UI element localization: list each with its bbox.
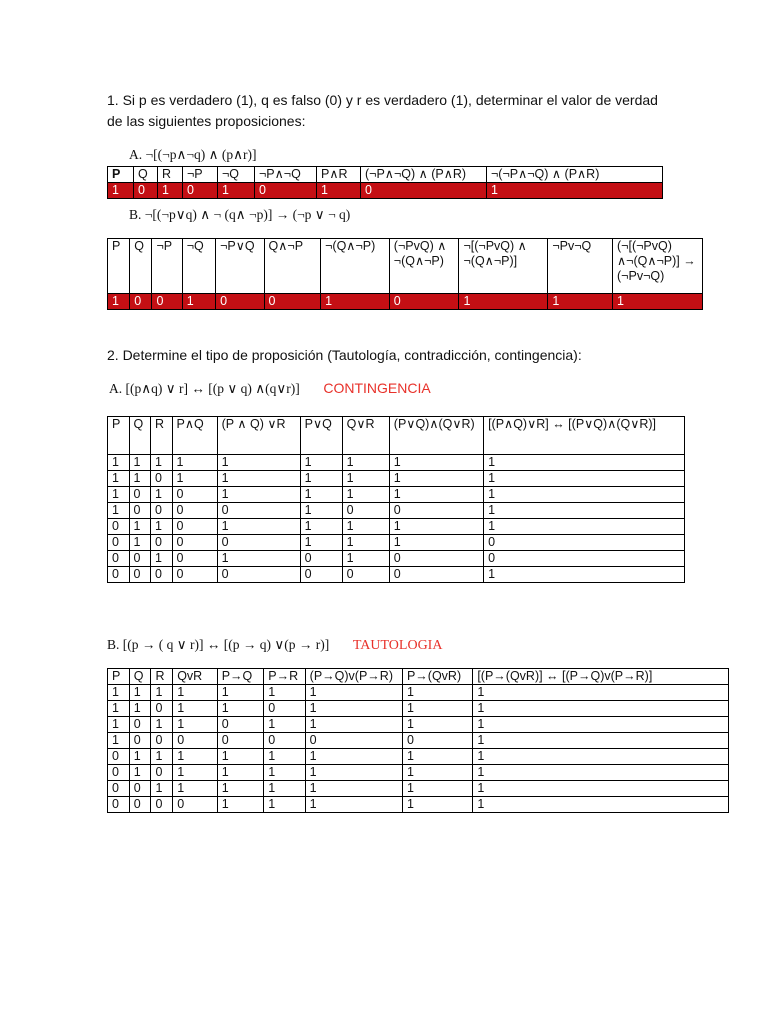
table-header-row	[108, 167, 663, 183]
table-cell: 0	[129, 567, 151, 583]
table-cell: 0	[151, 471, 173, 487]
table-cell: 0	[183, 183, 218, 199]
table-header-cell: (P→Q)v(P→R)	[305, 669, 402, 685]
table-cell: 1	[108, 685, 130, 701]
table-cell: 0	[151, 733, 173, 749]
table-cell: 1	[108, 471, 130, 487]
table-cell: 1	[129, 749, 151, 765]
table-header-cell: QvR	[173, 669, 218, 685]
table-cell: 1	[305, 717, 402, 733]
table-cell: 1	[129, 701, 151, 717]
table-cell: 1	[402, 685, 472, 701]
table-header-cell: P∨Q	[300, 417, 342, 455]
table-cell: 0	[216, 294, 264, 310]
table-cell: 0	[255, 183, 317, 199]
table-cell: 1	[305, 701, 402, 717]
table-cell: 1	[473, 765, 729, 781]
table-cell: 1	[459, 294, 548, 310]
table-cell: 0	[151, 503, 173, 519]
table-cell: 1	[108, 487, 130, 503]
table-cell: 1	[129, 765, 151, 781]
table-header-cell: P	[108, 239, 130, 294]
table-cell: 1	[173, 717, 218, 733]
table-cell: 0	[305, 733, 402, 749]
table-header-row	[108, 417, 685, 455]
q2-b-answer: TAUTOLOGIA	[352, 638, 443, 653]
table-cell: 0	[151, 701, 173, 717]
table-cell: 1	[151, 455, 173, 471]
table-cell: 1	[158, 183, 183, 199]
table-row	[108, 567, 685, 583]
table-cell: 0	[129, 503, 151, 519]
table-cell: 1	[305, 765, 402, 781]
table-cell: 1	[129, 519, 151, 535]
table-cell: 1	[108, 701, 130, 717]
table-row	[108, 717, 729, 733]
table-header-cell: ¬Q	[182, 239, 215, 294]
table-header-cell: Q	[129, 417, 151, 455]
table-cell: 1	[151, 487, 173, 503]
table-cell: 0	[129, 797, 151, 813]
q2-b-table-body	[108, 685, 729, 813]
table-row	[108, 535, 685, 551]
table-cell: 1	[151, 717, 173, 733]
table-cell: 1	[473, 733, 729, 749]
table-cell: 0	[152, 294, 182, 310]
table-header-cell: R	[151, 417, 173, 455]
table-header-cell: ¬P	[183, 167, 218, 183]
table-cell: 1	[300, 487, 342, 503]
table-header-cell: Q	[129, 669, 151, 685]
table-cell: 0	[300, 567, 342, 583]
table-header-cell: R	[158, 167, 183, 183]
q2-b-table	[107, 668, 729, 813]
table-header-cell: ¬Pv¬Q	[548, 239, 613, 294]
table-cell: 1	[300, 503, 342, 519]
question-2-heading: 2. Determine el tipo de proposición (Tautología, contradicción, contingencia):	[107, 347, 582, 363]
table-cell: 1	[342, 455, 389, 471]
table-cell: 0	[151, 797, 173, 813]
table-cell: 1	[342, 551, 389, 567]
q2-a-table-body	[108, 455, 685, 583]
table-header-cell: ¬(¬P∧¬Q) ∧ (P∧R)	[487, 167, 663, 183]
table-cell: 0	[217, 503, 300, 519]
table-cell: 0	[264, 701, 305, 717]
table-cell: 1	[305, 685, 402, 701]
table-cell: 1	[264, 797, 305, 813]
table-cell: 1	[151, 685, 173, 701]
table-cell: 0	[134, 183, 158, 199]
table-header-cell: P→R	[264, 669, 305, 685]
table-cell: 1	[402, 765, 472, 781]
table-cell: 1	[613, 294, 703, 310]
table-header-cell: Q∧¬P	[264, 239, 321, 294]
table-header-cell: P	[108, 417, 130, 455]
table-row	[108, 551, 685, 567]
table-header-cell: (¬PvQ) ∧ ¬(Q∧¬P)	[389, 239, 459, 294]
table-cell: 1	[217, 765, 264, 781]
table-cell: 1	[402, 717, 472, 733]
table-cell: 0	[217, 717, 264, 733]
table-header-cell: P∧Q	[172, 417, 217, 455]
q2-a-line	[109, 380, 431, 397]
table-cell: 0	[217, 733, 264, 749]
table-cell: 1	[473, 717, 729, 733]
table-row	[108, 797, 729, 813]
q2-a-table	[107, 416, 685, 583]
q2-b-line	[107, 637, 442, 654]
table-row-highlighted	[108, 183, 663, 199]
table-cell: 0	[484, 535, 685, 551]
table-cell: 1	[108, 717, 130, 733]
table-cell: 1	[484, 519, 685, 535]
question-1-intro: 1. Si p es verdadero (1), q es falso (0) y r es verdadero (1), determinar el valor de verdad de las siguientes proposiciones:	[107, 92, 658, 129]
table-header-cell: ¬Q	[218, 167, 255, 183]
table-cell: 1	[129, 685, 151, 701]
table-cell: 1	[217, 471, 300, 487]
table-row	[108, 701, 729, 717]
table-cell: 0	[389, 294, 459, 310]
table-cell: 0	[108, 797, 130, 813]
table-cell: 1	[305, 797, 402, 813]
table-header-row	[108, 239, 703, 294]
table-cell: 0	[217, 535, 300, 551]
table-cell: 1	[151, 749, 173, 765]
table-cell: 1	[300, 455, 342, 471]
table-cell: 1	[217, 701, 264, 717]
table-cell: 1	[172, 455, 217, 471]
table-cell: 1	[264, 685, 305, 701]
table-cell: 1	[264, 717, 305, 733]
table-cell: 1	[108, 503, 130, 519]
q2-a-answer: CONTINGENCIA	[323, 380, 431, 396]
table-header-cell: (P ∧ Q) ∨R	[217, 417, 300, 455]
table-cell: 0	[342, 503, 389, 519]
table-cell: 1	[182, 294, 215, 310]
table-header-cell: ¬P∨Q	[216, 239, 264, 294]
table-header-cell: P→Q	[217, 669, 264, 685]
table-cell: 1	[151, 781, 173, 797]
table-cell: 1	[342, 471, 389, 487]
table-cell: 1	[321, 294, 390, 310]
table-cell: 0	[129, 487, 151, 503]
table-cell: 1	[218, 183, 255, 199]
table-cell: 1	[173, 749, 218, 765]
table-header-cell: ¬P	[152, 239, 182, 294]
table-row	[108, 487, 685, 503]
table-cell: 0	[130, 294, 152, 310]
table-cell: 0	[172, 487, 217, 503]
table-cell: 0	[361, 183, 487, 199]
table-cell: 0	[217, 567, 300, 583]
table-cell: 1	[389, 535, 483, 551]
table-header-cell: R	[151, 669, 173, 685]
table-cell: 0	[342, 567, 389, 583]
table-header-row	[108, 669, 729, 685]
table-cell: 0	[172, 503, 217, 519]
table-cell: 1	[173, 701, 218, 717]
table-cell: 0	[172, 535, 217, 551]
table-cell: 0	[108, 567, 130, 583]
q1-a-label: A. ¬[(¬p∧¬q) ∧ (p∧r)]	[129, 147, 257, 162]
table-cell: 1	[217, 781, 264, 797]
table-cell: 1	[484, 471, 685, 487]
q1-b-table	[107, 238, 703, 310]
table-cell: 1	[129, 455, 151, 471]
table-cell: 0	[264, 733, 305, 749]
table-cell: 1	[108, 183, 134, 199]
table-cell: 1	[473, 749, 729, 765]
table-cell: 1	[129, 471, 151, 487]
q1-b-label: B. ¬[(¬p∨q) ∧ ¬ (q∧ ¬p)] → (¬p ∨ ¬ q)	[129, 207, 351, 222]
q2-b-label: B. [(p → ( q ∨ r)] ↔ [(p → q) ∨(p → r)]	[107, 637, 330, 652]
table-cell: 0	[151, 567, 173, 583]
table-cell: 0	[172, 551, 217, 567]
table-header-cell: P∧R	[317, 167, 361, 183]
table-row	[108, 503, 685, 519]
table-cell: 1	[402, 749, 472, 765]
table-cell: 0	[389, 551, 483, 567]
table-cell: 1	[342, 487, 389, 503]
table-cell: 1	[473, 701, 729, 717]
table-cell: 0	[129, 781, 151, 797]
table-cell: 0	[129, 717, 151, 733]
table-cell: 1	[264, 749, 305, 765]
q2-a-label: A. [(p∧q) ∨ r] ↔ [(p ∨ q) ∧(q∨r)]	[109, 381, 300, 396]
table-cell: 1	[173, 765, 218, 781]
table-cell: 0	[173, 797, 218, 813]
table-cell: 0	[484, 551, 685, 567]
table-cell: 1	[342, 535, 389, 551]
table-header-cell: P	[108, 669, 130, 685]
table-cell: 1	[389, 519, 483, 535]
table-cell: 1	[484, 567, 685, 583]
table-cell: 0	[172, 567, 217, 583]
table-cell: 1	[484, 487, 685, 503]
table-cell: 1	[402, 781, 472, 797]
table-header-cell: Q	[134, 167, 158, 183]
table-cell: 1	[402, 797, 472, 813]
table-cell: 0	[108, 519, 130, 535]
table-cell: 1	[151, 551, 173, 567]
table-header-cell: P→(QvR)	[402, 669, 472, 685]
table-cell: 1	[217, 749, 264, 765]
table-row-highlighted	[108, 294, 703, 310]
table-cell: 1	[484, 455, 685, 471]
table-cell: 1	[264, 781, 305, 797]
table-cell: 1	[217, 487, 300, 503]
table-cell: 0	[108, 765, 130, 781]
table-cell: 1	[389, 471, 483, 487]
table-cell: 1	[217, 455, 300, 471]
table-cell: 1	[402, 701, 472, 717]
table-header-cell: Q	[130, 239, 152, 294]
table-cell: 1	[300, 471, 342, 487]
table-cell: 1	[300, 519, 342, 535]
table-cell: 0	[108, 749, 130, 765]
table-cell: 1	[151, 519, 173, 535]
table-row	[108, 685, 729, 701]
table-cell: 1	[172, 471, 217, 487]
table-cell: 1	[389, 455, 483, 471]
table-cell: 1	[108, 455, 130, 471]
table-cell: 1	[264, 765, 305, 781]
table-cell: 1	[305, 749, 402, 765]
table-cell: 1	[484, 503, 685, 519]
table-cell: 1	[548, 294, 613, 310]
table-cell: 0	[129, 551, 151, 567]
table-cell: 0	[129, 733, 151, 749]
table-cell: 1	[217, 685, 264, 701]
table-cell: 0	[389, 503, 483, 519]
table-header-cell: ¬P∧¬Q	[255, 167, 317, 183]
table-cell: 0	[300, 551, 342, 567]
table-row	[108, 749, 729, 765]
table-cell: 1	[317, 183, 361, 199]
table-cell: 0	[264, 294, 321, 310]
table-cell: 1	[108, 733, 130, 749]
table-cell: 0	[151, 535, 173, 551]
q1-a-table	[107, 166, 663, 199]
table-cell: 0	[172, 519, 217, 535]
table-header-cell: Q∨R	[342, 417, 389, 455]
table-row	[108, 781, 729, 797]
table-cell: 0	[108, 781, 130, 797]
table-cell: 1	[389, 487, 483, 503]
table-cell: 1	[300, 535, 342, 551]
table-cell: 1	[217, 797, 264, 813]
table-row	[108, 455, 685, 471]
table-cell: 1	[173, 781, 218, 797]
table-cell: 1	[108, 294, 130, 310]
table-row	[108, 765, 729, 781]
table-header-cell: (¬P∧¬Q) ∧ (P∧R)	[361, 167, 487, 183]
table-cell: 1	[473, 781, 729, 797]
table-header-cell: (P∨Q)∧(Q∨R)	[389, 417, 483, 455]
table-header-cell: [(P∧Q)∨R] ↔ [(P∨Q)∧(Q∨R)]	[484, 417, 685, 455]
table-cell: 1	[129, 535, 151, 551]
table-cell: 1	[473, 797, 729, 813]
table-cell: 1	[305, 781, 402, 797]
table-cell: 0	[389, 567, 483, 583]
table-cell: 1	[487, 183, 663, 199]
table-cell: 1	[217, 519, 300, 535]
table-cell: 0	[108, 535, 130, 551]
table-cell: 0	[151, 765, 173, 781]
table-cell: 0	[402, 733, 472, 749]
table-header-cell: (¬[(¬PvQ) ∧¬(Q∧¬P)] → (¬Pv¬Q)	[613, 239, 703, 294]
table-cell: 0	[173, 733, 218, 749]
table-header-cell: ¬[(¬PvQ) ∧ ¬(Q∧¬P)]	[459, 239, 548, 294]
table-cell: 1	[342, 519, 389, 535]
table-header-cell: P	[108, 167, 134, 183]
table-row	[108, 733, 729, 749]
table-cell: 1	[473, 685, 729, 701]
table-header-cell: [(P→(QvR)] ↔ [(P→Q)v(P→R)]	[473, 669, 729, 685]
table-header-cell: ¬(Q∧¬P)	[321, 239, 390, 294]
table-cell: 1	[217, 551, 300, 567]
table-cell: 0	[108, 551, 130, 567]
table-row	[108, 519, 685, 535]
table-cell: 1	[173, 685, 218, 701]
table-row	[108, 471, 685, 487]
